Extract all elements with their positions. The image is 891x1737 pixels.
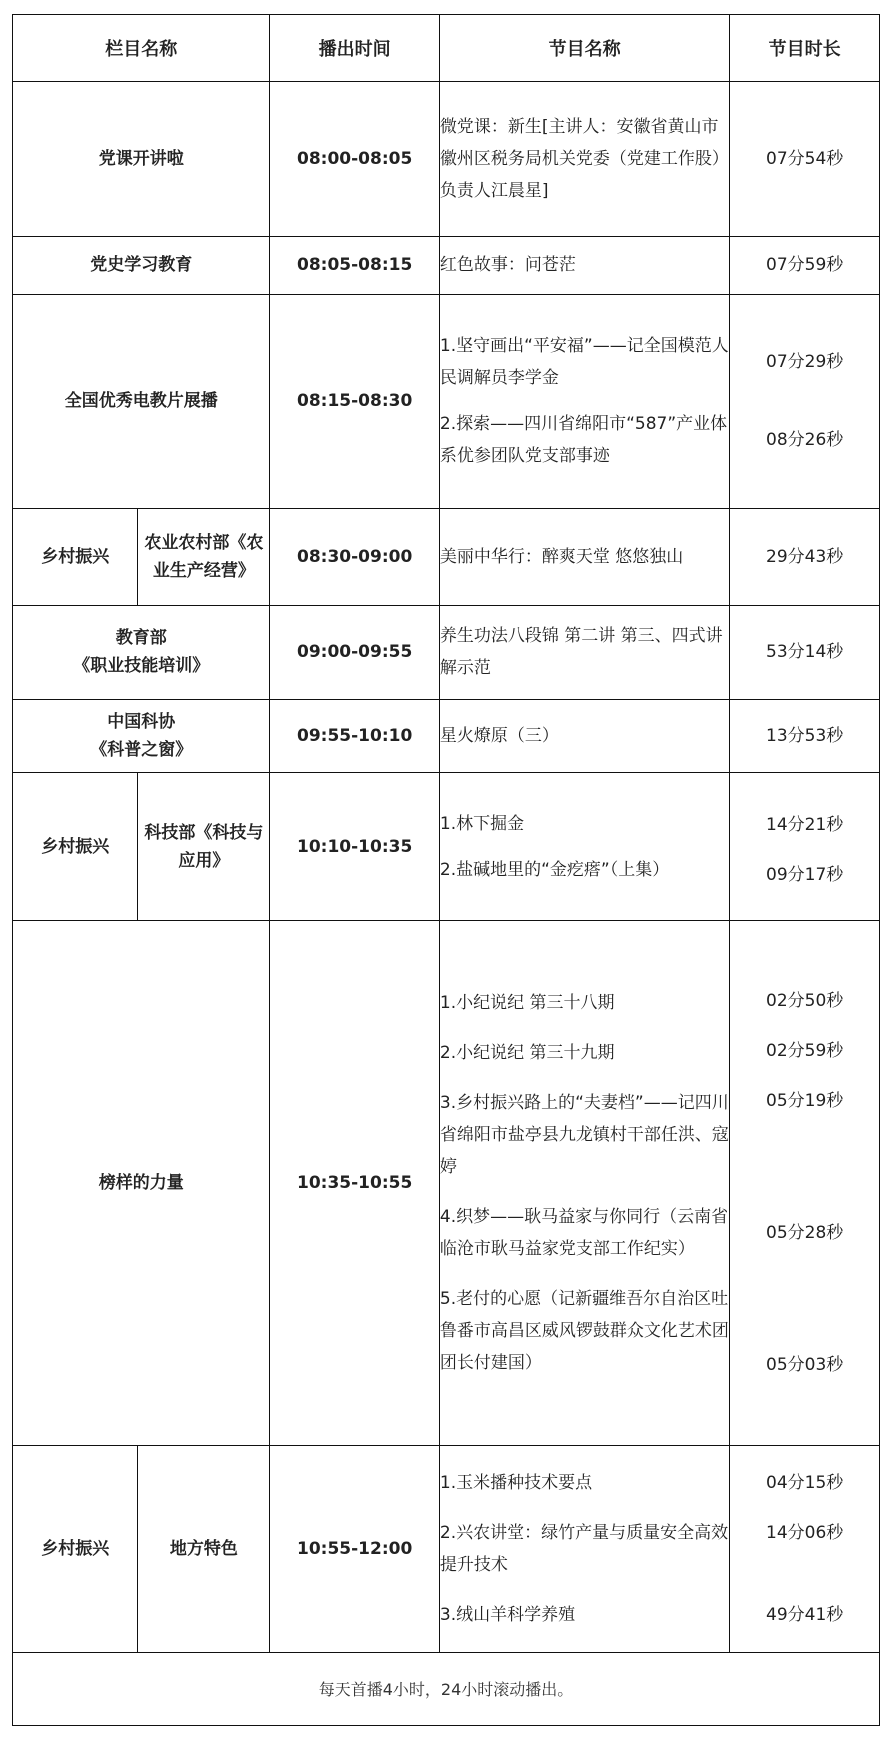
program-item: 1.坚守画出“平安福”——记全国模范人民调解员李学金 (439, 336, 729, 389)
program-cell (439, 1446, 729, 1652)
duration-cell (730, 606, 880, 699)
program-cell (439, 606, 729, 699)
program-cell (439, 236, 729, 294)
duration-item: 14分06秒 (766, 1522, 844, 1543)
duration-item: 07分59秒 (766, 255, 844, 276)
duration-cell (730, 772, 880, 921)
table-row (13, 699, 880, 772)
footer-row (13, 1652, 880, 1725)
air-time: 10:10-10:35 (270, 772, 439, 921)
table-row (13, 772, 880, 921)
group-name: 乡村振兴 (13, 508, 138, 606)
column-name: 全国优秀电教片展播 (13, 294, 270, 508)
program-cell (439, 294, 729, 508)
duration-item: 07分29秒 (766, 352, 844, 373)
program-item: 1.小纪说纪 第三十八期 (439, 993, 615, 1014)
program-item: 养生功法八段锦 第二讲 第三、四式讲解示范 (439, 626, 723, 679)
column-name-line: 《职业技能培训》 (73, 656, 210, 677)
table-row (13, 236, 880, 294)
air-time: 08:00-08:05 (270, 81, 439, 236)
table-row (13, 1446, 880, 1652)
program-cell (439, 921, 729, 1446)
duration-cell (730, 699, 880, 772)
air-time: 09:00-09:55 (270, 606, 439, 699)
program-item: 4.织梦——耿马益家与你同行（云南省临沧市耿马益家党支部工作纪实） (439, 1207, 729, 1260)
program-item: 2.盐碱地里的“金疙瘩”（上集） (439, 859, 670, 880)
duration-item: 05分28秒 (766, 1223, 844, 1244)
duration-item: 04分15秒 (766, 1472, 844, 1493)
table-row (13, 81, 880, 236)
program-cell (439, 81, 729, 236)
air-time: 09:55-10:10 (270, 699, 439, 772)
column-name-line: 教育部 (115, 628, 167, 649)
column-name: 农业农村部《农业生产经营》 (138, 508, 270, 606)
header-duration: 节目时长 (730, 15, 880, 82)
program-item: 星火燎原（三） (439, 725, 559, 746)
group-name: 乡村振兴 (13, 1446, 138, 1652)
program-item: 3.乡村振兴路上的“夫妻档”——记四川省绵阳市盐亭县九龙镇村干部任洪、寇婷 (439, 1093, 729, 1178)
program-cell (439, 699, 729, 772)
column-name-line: 《科普之窗》 (90, 739, 193, 760)
table-row (13, 294, 880, 508)
duration-item: 02分50秒 (766, 991, 844, 1012)
program-item: 2.探索——四川省绵阳市“587”产业体系优参团队党支部事迹 (439, 414, 728, 467)
column-name: 地方特色 (138, 1446, 270, 1652)
program-item: 1.林下掘金 (439, 813, 525, 834)
table-row (13, 606, 880, 699)
duration-cell (730, 921, 880, 1446)
duration-item: 53分14秒 (766, 642, 844, 663)
program-item: 微党课：新生[主讲人：安徽省黄山市徽州区税务局机关党委（党建工作股）负责人江晨星] (439, 116, 729, 201)
duration-item: 29分43秒 (766, 547, 844, 568)
schedule-table (12, 14, 880, 1726)
program-item: 5.老付的心愿（记新疆维吾尔自治区吐鲁番市高昌区威风锣鼓群众文化艺术团团长付建国） (439, 1289, 729, 1374)
program-item: 1.玉米播种技术要点 (439, 1472, 593, 1493)
group-name: 乡村振兴 (13, 772, 138, 921)
program-cell (439, 508, 729, 606)
header-program-name: 节目名称 (439, 15, 729, 82)
table-row (13, 508, 880, 606)
duration-item: 49分41秒 (766, 1604, 844, 1625)
column-name: 党课开讲啦 (13, 81, 270, 236)
duration-item: 13分53秒 (766, 725, 844, 746)
duration-item: 09分17秒 (766, 864, 844, 885)
duration-cell (730, 81, 880, 236)
air-time: 10:55-12:00 (270, 1446, 439, 1652)
air-time: 08:15-08:30 (270, 294, 439, 508)
air-time: 08:30-09:00 (270, 508, 439, 606)
duration-cell (730, 294, 880, 508)
duration-item: 05分03秒 (766, 1355, 844, 1376)
table-row (13, 921, 880, 1446)
air-time: 10:35-10:55 (270, 921, 439, 1446)
duration-item: 08分26秒 (766, 430, 844, 451)
program-item: 红色故事：问苍茫 (439, 255, 576, 276)
column-name: 科技部《科技与应用》 (138, 772, 270, 921)
footer-note: 每天首播4小时，24小时滚动播出。 (13, 1652, 880, 1725)
program-item: 2.小纪说纪 第三十九期 (439, 1043, 615, 1064)
duration-cell (730, 508, 880, 606)
duration-item: 07分54秒 (766, 148, 844, 169)
column-name (13, 606, 270, 699)
header-air-time: 播出时间 (270, 15, 439, 82)
duration-item: 05分19秒 (766, 1091, 844, 1112)
header-column-name: 栏目名称 (13, 15, 270, 82)
program-item: 3.绒山羊科学养殖 (439, 1604, 576, 1625)
program-item: 2.兴农讲堂：绿竹产量与质量安全高效提升技术 (439, 1522, 729, 1575)
column-name: 党史学习教育 (13, 236, 270, 294)
program-item: 美丽中华行：醉爽天堂 悠悠独山 (439, 547, 684, 568)
column-name (13, 699, 270, 772)
duration-item: 02分59秒 (766, 1041, 844, 1062)
column-name: 榜样的力量 (13, 921, 270, 1446)
duration-cell (730, 236, 880, 294)
duration-cell (730, 1446, 880, 1652)
program-cell (439, 772, 729, 921)
duration-item: 14分21秒 (766, 814, 844, 835)
air-time: 08:05-08:15 (270, 236, 439, 294)
header-row (13, 15, 880, 82)
column-name-line: 中国科协 (107, 711, 176, 732)
